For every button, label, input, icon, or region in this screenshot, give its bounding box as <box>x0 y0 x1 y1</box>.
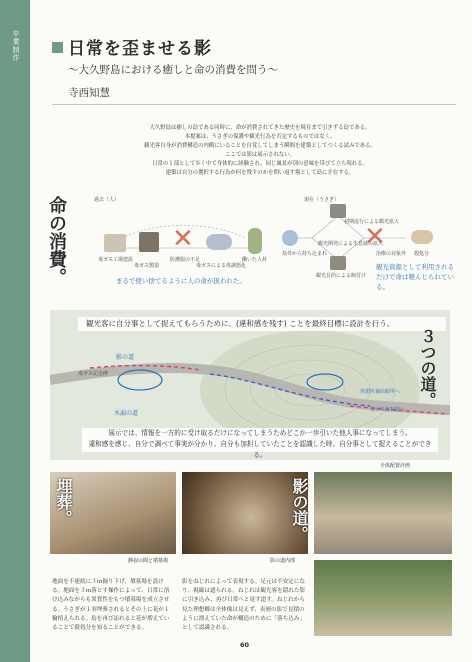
header-divider <box>52 104 456 105</box>
site-plan-caption: 全体配置計画 <box>380 463 411 469</box>
map-label-light-path: 木漏の道 <box>114 410 139 417</box>
past-caption: まるで使い捨てるように人の命が扱われた。 <box>116 277 246 285</box>
diagram-heading: 命の消費。 <box>46 196 67 286</box>
map-note-line: 展示では、情報を一方的に受け取るだけになってしまうためどこか一歩引いた他人事になってしまう。 <box>108 429 412 437</box>
model-forest-photo <box>314 560 452 636</box>
past-label: 過去（人） <box>94 197 120 203</box>
burial-description: 地面を不連続に３ｍ掘り下げ、墳墓場を設ける。地面を３ｍ落とす操作によって、日常に溶け込みながらも異質性をもつ墳墓場を成立させる。うさぎが１羽埋葬されるとその上に花が１輪植えられる。島を再び訪れると花が増えていることで殺処分を知ることができる。 <box>52 579 170 632</box>
present-cross-icon: ✕ <box>364 222 386 252</box>
past-item: 毒ガスによる体調悪化 <box>196 263 247 269</box>
present-item: 治療の対象外 <box>376 251 407 257</box>
model-aerial-photo <box>314 472 452 554</box>
burial-heading: 埋葬。 <box>54 478 73 526</box>
map-note <box>82 428 438 459</box>
shadow-path-description: 影をねじれによって表現する。足元は不安定になり、視線は遮られる。ねじれは観光客を隠れた影に引き込み、再び日常へと返す道す。ねじれから見た理想郷は全体像は見えず、表層の影で見積のように漂えていた命が構造のために「落ち込み」として認識される。 <box>182 579 306 632</box>
gas-production-image <box>139 232 159 252</box>
intro-line: 観光客自身が消費構造の内側にいることを自覚してしまう瞬間を建築としてつくる試みである。 <box>144 143 376 149</box>
map-banner: 観光客に自分事として捉えてもらうために、(違和感を残す) ことを最終目標に設計を行う。 <box>78 317 446 331</box>
intro-line: 建築は自分の選択する行為が何を残すのかを問い返す場として島に介在する。 <box>165 170 355 176</box>
sidebar-band <box>0 0 30 662</box>
shadow-path-heading: 影の道。 <box>290 478 309 542</box>
sidebar-tag: 卒業制作 <box>12 30 20 62</box>
page-subtitle: 〜大久野島における癒しと命の消費を問う〜 <box>68 64 278 76</box>
page-title: 日常を歪ませる影 <box>68 39 212 59</box>
rabbit-icon <box>282 230 298 246</box>
map-label-rest-area: 休憩所兼給餌所へ <box>360 389 401 395</box>
intro-text <box>90 124 430 178</box>
burial-photo-caption: 静寂の間と墳墓場 <box>128 558 169 564</box>
feeding-image <box>330 256 346 270</box>
present-item: 観光開発による生息域の拡大 <box>318 241 384 247</box>
map-label-museum: 毒ガス資料館へ <box>370 407 406 413</box>
past-item: 防護服の不足 <box>170 257 201 263</box>
map-note-line: 違和感を感じ、自分で調べて事実が分かり、自分も加担していたことを認識した時、自分事として捉えることができる。 <box>88 440 432 459</box>
title-marker <box>52 42 63 53</box>
intro-line: 本提案は、うさぎの保護や観光行為を否定するものではなく、 <box>184 134 336 140</box>
map-label-shadow-path: 影の道 <box>116 354 135 361</box>
intro-line: 日常の１部として歩く中で身体的に経験され、同じ風景が別の意味を帯びて立ち現れる。 <box>152 161 368 167</box>
rabbit-dead-icon <box>411 230 433 244</box>
past-item: 働いた人材 <box>242 257 268 263</box>
consumption-diagram <box>46 196 458 301</box>
shadow-path-photo-caption: 影の道内部 <box>270 558 296 564</box>
present-item: 島外から持ち込まれ <box>282 251 328 257</box>
early-boom-image <box>330 204 346 218</box>
past-cross-icon: ✕ <box>172 224 194 254</box>
present-item: 観光目的による餌付け <box>316 273 367 279</box>
three-paths-heading: ３つの道。 <box>418 328 437 408</box>
sick-person-icon <box>206 234 232 250</box>
intro-line: ここでは影は展示されない。 <box>224 152 296 158</box>
page <box>30 0 472 662</box>
present-label: 現在（うさぎ） <box>304 197 340 203</box>
intro-line: 大久野島は癒しの島である同時に、命が消費されてきた歴史を現在まで引きずる島である。 <box>149 125 371 131</box>
present-caption: 観光資源として利用されるだけで命は軽んじられている。 <box>376 263 454 291</box>
past-item: 毒ガス製造 <box>134 263 160 269</box>
present-item: 初期流行による観光拡大 <box>344 219 400 225</box>
worker-figure-icon <box>248 228 262 254</box>
past-item: 毒ガス工場建設 <box>98 257 134 263</box>
author-name: 寺西知慧 <box>68 87 110 99</box>
factory-image <box>104 234 126 252</box>
page-number: 60 <box>240 641 250 649</box>
map-label-monument: 毒ガス記念碑 <box>78 371 109 377</box>
present-item: 殺処分 <box>414 251 430 257</box>
